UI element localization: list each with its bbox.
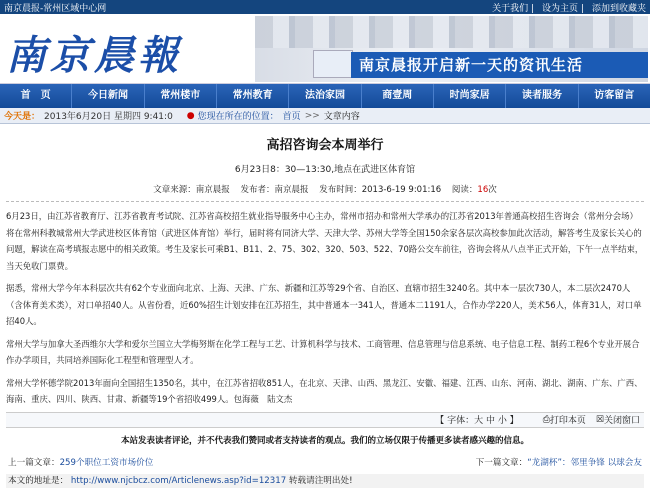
info-bar <box>0 108 650 124</box>
prev-label: 上一篇文章： <box>8 457 60 468</box>
article-title: 高招咨询会本周举行 <box>266 138 384 153</box>
breadcrumb-current: 文章内容 <box>323 112 360 122</box>
nav-item-law[interactable]: 法治家园 <box>289 84 361 108</box>
article-subtitle: 6月23日8：30—13:30,地点在武进区体育馆 <box>234 165 416 175</box>
top-bar <box>0 0 650 14</box>
nav-item-education[interactable]: 常州教育 <box>217 84 289 108</box>
meta-divider <box>6 201 644 202</box>
today-date: 2013年6月20日 星期四 9:41:0 <box>44 112 173 122</box>
hits-unit: 次 <box>488 185 497 195</box>
location-icon: ● <box>186 110 195 121</box>
newspaper-collage-image <box>255 16 648 48</box>
hits-label: 阅读： <box>451 185 478 195</box>
location-label: 您现在所在的位置： <box>197 112 279 122</box>
nav-item-business-weekly[interactable]: 商壹周 <box>362 84 434 108</box>
source-value: 南京晨报 <box>195 185 230 195</box>
article <box>0 134 650 488</box>
next-label: 下一篇文章： <box>475 457 528 468</box>
time-label: 发布时间： <box>319 185 362 195</box>
nav-item-today-news[interactable]: 今日新闻 <box>72 84 144 108</box>
close-window-button[interactable]: 关闭窗口 <box>603 416 640 426</box>
paragraph: 常州大学怀德学院2013年面向全国招生1350名，其中，在江苏省招收851人，在北京、天津、山西、黑龙江、安徽、福建、江西、山东、河南、湖北、湖南、广东、广西、海南、重庆、四川、陕西、甘肃、新疆等19个省招收499人。包海薇 陆文杰 <box>6 377 643 404</box>
prev-article <box>8 456 153 468</box>
print-icon[interactable]: ⎙ <box>542 414 550 425</box>
today-label: 今天是： <box>4 112 41 122</box>
prev-next-links <box>6 456 644 468</box>
article-meta <box>6 183 644 195</box>
publisher-value: 南京晨报 <box>274 185 309 195</box>
nav-item-reader-service[interactable]: 读者服务 <box>506 84 578 108</box>
breadcrumb-separator-icon: >> <box>304 110 320 121</box>
main-nav <box>0 84 650 108</box>
header-banner <box>255 16 648 82</box>
set-homepage-link[interactable]: 设为主页 <box>542 3 579 14</box>
add-favorite-link[interactable]: 添加到收藏夹 <box>591 3 646 14</box>
header <box>0 14 650 84</box>
paragraph: 据悉，常州大学今年本科层次共有62个专业面向北京、上海、天津、广东、新疆和江苏等29个省、自治区、直辖市招生3240名。其中本一层次730人，本二层次2470人（含体育美术类），对口单招40人。从省份看，近60%招生计划安排在江苏招生，其中普通本一341人，普通本二1191人，合作办学220人，美术56人，体育31人，对口单招40人。 <box>6 283 642 326</box>
url-value[interactable]: http://www.njcbcz.com/Articlenews.asp?id=12317 <box>70 475 287 486</box>
nav-item-home[interactable]: 首 页 <box>0 84 72 108</box>
prev-article-link[interactable]: 259个职位工资市场价位 <box>59 457 154 468</box>
hits-value: 16 <box>477 185 489 195</box>
url-note: 转载请注明出处! <box>288 475 353 486</box>
nav-item-home-fashion[interactable]: 时尚家居 <box>434 84 506 108</box>
article-tools <box>6 412 644 428</box>
source-label: 文章来源： <box>153 185 196 195</box>
disclaimer: 本站发表读者评论，并不代表我们赞同或者支持读者的观点。我们的立场仅限于传播更多读者感兴趣的信息。 <box>120 435 529 446</box>
font-size-selector[interactable]: 【 字体：大 中 小 】 <box>435 416 519 426</box>
paragraph: 6月23日，由江苏省教育厅、江苏省教育考试院、江苏省高校招生就业指导服务中心主办，常州市招办和常州大学承办的江苏省2013年普通高校招生咨询会（常州分会场）将在常州科教城常州大学武进校区体育馆（武进区体育馆）举行，届时将有同济大学、天津大学、苏州大学等全国150余家各层次高校参加此次活动，解答考生及家长关心的问题，解读在高考填报志愿中的相关政策。考生及家长可乘B1、B11、2、75、302、320、503、522、70路公交车前往，咨询会将从八点半正式开始，下午一点半结束，当天免收门票费。 <box>6 211 644 271</box>
next-article-link[interactable]: “龙湖杯”：邻里争锋 以球会友 <box>527 457 642 468</box>
publisher-label: 发布者： <box>240 185 275 195</box>
close-icon[interactable]: ☒ <box>595 414 604 425</box>
paragraph: 常州大学与加拿大圣西维尔大学和爱尔兰国立大学梅努斯在化学工程与工艺、计算机科学与技术、工商管理、信息管理与信息系统、电子信息工程、制药工程6个专业开展合作办学项目，共同培养国际化工程型和管理型人才。 <box>6 338 640 365</box>
nav-item-guestbook[interactable]: 访客留言 <box>594 90 635 101</box>
newspaper-thumbnail <box>313 50 353 78</box>
top-links: 关于我们 | 设为主页 | 添加到收藏夹 <box>492 3 646 14</box>
print-button[interactable]: 打印本页 <box>549 416 586 426</box>
site-logo[interactable]: 南京晨報 <box>6 32 182 79</box>
url-label: 本文的地址是： <box>8 475 69 486</box>
article-body <box>6 208 644 408</box>
breadcrumb-home[interactable]: 首页 <box>282 112 301 122</box>
about-us-link[interactable]: 关于我们 <box>492 3 529 14</box>
site-name: 南京晨报-常州区域中心网 <box>4 3 107 14</box>
article-url <box>6 474 644 488</box>
nav-item-property[interactable]: 常州楼市 <box>145 84 217 108</box>
next-article <box>476 456 642 468</box>
banner-slogan: 南京晨报开启新一天的资讯生活 <box>351 52 648 78</box>
time-value: 2013-6-19 9:01:16 <box>361 185 442 195</box>
